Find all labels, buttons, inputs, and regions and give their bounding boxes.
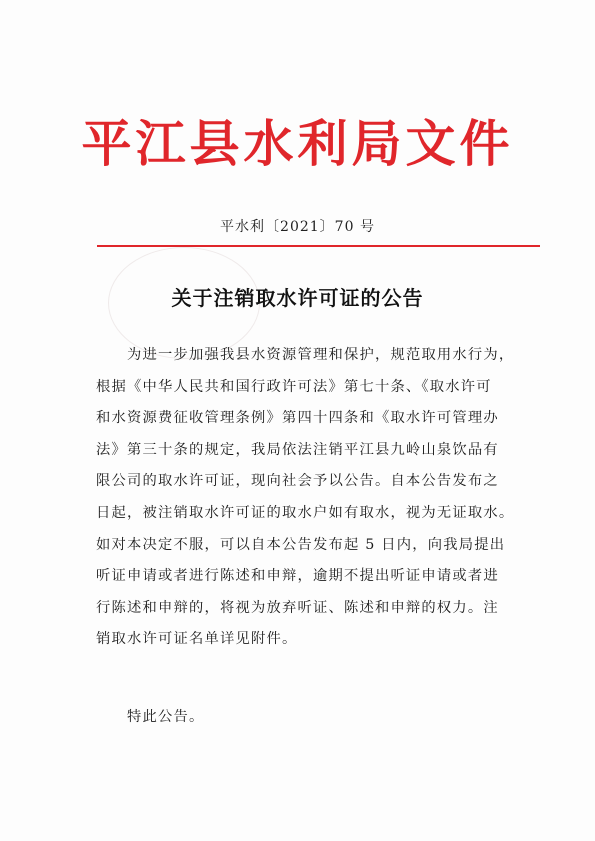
body-line: 如对本决定不服，可以自本公告发布起 5 日内，向我局提出 bbox=[96, 536, 506, 553]
document-number: 平水利〔2021〕70 号 bbox=[220, 219, 375, 235]
body-line: 限公司的取水许可证，现向社会予以公告。自本公告发布之 bbox=[96, 473, 499, 490]
body-line: 和水资源费征收管理条例》第四十四条和《取水许可管理办 bbox=[96, 410, 499, 427]
notice-body bbox=[96, 340, 516, 656]
closing-line: 特此公告。 bbox=[127, 709, 205, 725]
body-line: 销取水许可证名单详见附件。 bbox=[96, 631, 298, 648]
header-divider bbox=[97, 245, 540, 247]
notice-title: 关于注销取水许可证的公告 bbox=[171, 286, 424, 310]
body-line: 行陈述和申辩的，将视为放弃听证、陈述和申辩的权力。注 bbox=[96, 599, 499, 616]
document-header-title: 平江县水利局文件 bbox=[81, 114, 514, 173]
body-line: 日起，被注销取水许可证的取水户如有取水，视为无证取水。 bbox=[96, 504, 515, 521]
body-line: 根据《中华人民共和国行政许可法》第七十条、《取水许可 bbox=[96, 378, 492, 395]
body-line: 法》第三十条的规定，我局依法注销平江县九岭山泉饮品有 bbox=[96, 441, 499, 458]
body-line: 为进一步加强我县水资源管理和保护，规范取用水行为， bbox=[127, 347, 515, 363]
body-line: 听证申请或者进行陈述和申辩，逾期不提出听证申请或者进 bbox=[96, 568, 499, 585]
